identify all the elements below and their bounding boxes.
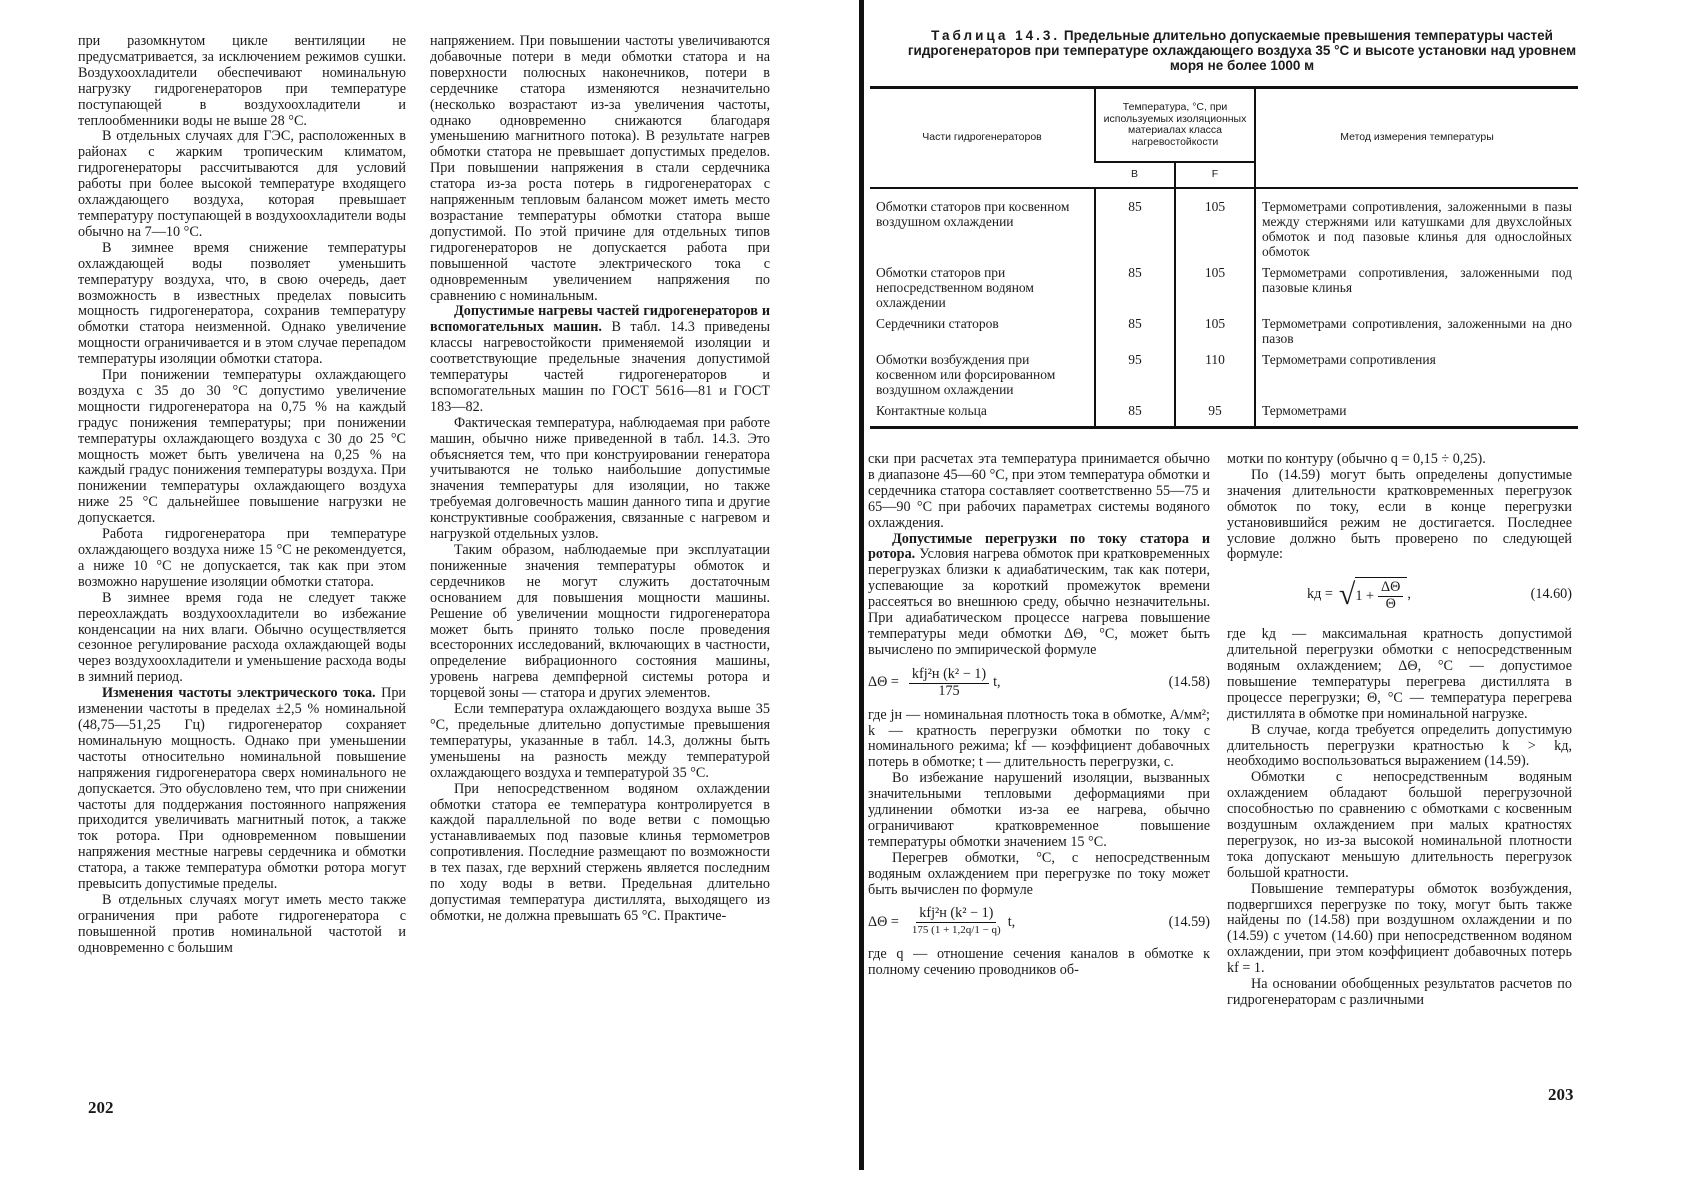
right-column-2 [1227,452,1572,1009]
paragraph: Фактическая температура, наблюдаемая при работе машин, обычно ниже приведенной в табл. 14.3. Это объясняется тем, что при конструировании генератора учитываются не только наибольшие допустимые значения температуры для изоляции, но также требуемая долговечность машин данного типа и другие конструктивные соображения, связанные с нагревом и нагрузкой отдельных узлов. [430,414,770,543]
table-cell-b: 85 [1095,262,1175,313]
table-cell-part: Обмотки статоров при косвенном воздушном охлаждении [876,199,1070,229]
paragraph: Перегрев обмотки, °С, с непосредственным водяным охлаждением при перегрузке по току может быть вычислен по формуле [868,849,1210,898]
right-column-1 [868,452,1210,979]
section-heading: Изменения частоты электрического тока. [102,685,376,702]
table-row [870,262,1578,313]
table-cell-method: Термометрами сопротивления, заложенными в пазы между стержнями или катушками для двухслойных обмоток и под пазовые клинья для однослойных обмоток [1255,188,1578,262]
table-cell-method: Термометрами сопротивления, заложенными под пазовые клинья [1255,262,1578,313]
table-cell-method: Термометрами [1255,400,1578,428]
temperature-limits-table [870,86,1578,429]
paragraph: Изменения частоты электрического тока. При изменении частоты в пределах ±2,5 % номинальной (48,75—51,25 Гц) гидрогенератор сохраняет номинальную мощность. Однако при уменьшении частоты относительно номинальной повышение напряжения гидрогенератора сверх номинального не допускается. Это обусловлено тем, что при снижении частоты для поддержания постоянного напряжения приходится увеличивать магнитный поток, а также ток ротора. При одновременном повышении напряжения местные нагревы сердечника и обмотки статора, а также температура обмотки ротора могут превысить допустимые пределы. [78,685,407,893]
table-cell-part: Контактные кольца [870,400,1095,428]
paragraph: при разомкнутом цикле вентиляции не предусматривается, за исключением режимов сушки. Воздухоохладители обеспечивают номинальную нагрузку гидрогенераторов при температуре поступающей в воздухоохладители и теплообменники воды не выше 28 °С. [78,33,406,129]
paragraph: Допустимые нагревы частей гидрогенераторов и вспомогательных машин. В табл. 14.3 приведены классы нагревостойкости применяемой изоляции и соответствующие предельные значения допустимой температуры частей гидрогенераторов и вспомогательных машин по ГОСТ 5616—81 и ГОСТ 183—82. [430,303,770,415]
table-cell-b: 95 [1095,349,1175,400]
table-caption [892,28,1592,73]
paragraph: Работа гидрогенератора при температуре охлаждающего воздуха ниже 15 °С не рекомендуется, а ниже 10 °С не допускается, так как при этом возможно нарушение изоляции обмотки статора. [78,526,406,590]
table-caption-label: Таблица 14.3. [931,28,1061,43]
equation-number: (14.59) [1168,913,1210,930]
fraction: $\frac{\text{kfj²н (k² − 1)}}{175}$ [909,667,989,700]
fraction: $\frac{\text{kfj²н (k² − 1)}}{175 (1 + 1,2q/1 - q)}$ [911,905,1001,937]
section-heading: Допустимые нагревы частей гидрогенераторов и вспомогательных машин. [430,303,770,336]
page-number: 202 [88,1098,114,1117]
table-row [870,313,1578,349]
paragraph: Допустимые перегрузки по току статора и ротора. Условия нагрева обмоток при кратковременных перегрузках близки к адиабатическим, так как потери, успевающие за короткий промежуток времени рассеяться во внешнюю среду, обычно незначительны. При адиабатическом процессе нагрева повышение температуры меди обмотки ΔΘ, °С, может быть вычислено по эмпирической формуле [868,530,1210,658]
formula-14-59: ΔΘ = $\frac{\text{kfj²н (k² − 1)}}{175 (1 + 1,2q/1 - q)}$ t, (14.59) [868,906,1210,939]
table-header-parts: Части гидрогенераторов [870,88,1095,189]
left-column-1 [78,34,406,957]
paragraph: ски при расчетах эта температура принимается обычно в диапазоне 45—60 °С, при этом температура обмотки и сердечника статора составляет соответственно 55—75 и 65—90 °С при рабочих параметрах системы водяного охлаждения. [868,451,1210,531]
paragraph: мотки по контуру (обычно q = 0,15 ÷ 0,25). [1227,451,1486,467]
paragraph: В случае, когда требуется определить допустимую длительность перегрузки кратностью k > kд, необходимо воспользоваться выражением (14.59). [1227,721,1572,770]
paragraph: Повышение температуры обмоток возбуждения, подвергшихся перегрузке по току, могут быть также найдены по (14.58) при воздушном охлаждении и по (14.59) с учетом (14.60) при непосредственном водяном охлаждении, при этом коэффициент добавочных потерь kf = 1. [1227,880,1572,977]
table-cell-f: 105 [1175,313,1255,349]
square-root: √ 1 + $\frac{\Delta\Theta}{\Theta}$ [1339,577,1408,613]
paragraph: По (14.59) могут быть определены допустимые значения длительности кратковременных перегрузок обмоток по току, если в конце перегрузки установившийся режим не достигается. Последнее условие должно быть проверено по следующей формуле: [1227,466,1572,563]
table-cell-f: 105 [1175,262,1255,313]
table-header-class-b: В [1095,162,1175,188]
table-cell-f: 95 [1175,400,1255,428]
left-column-2 [430,34,770,925]
fraction: $\frac{\Delta\Theta}{\Theta}$ [1378,580,1403,613]
equation-number: (14.60) [1530,586,1572,603]
table-header-temperature: Температура, °С, при используемых изоляционных материалах класса нагревостойкости [1095,88,1255,163]
table-header-class-f: F [1175,162,1255,188]
paragraph: где jн — номинальная плотность тока в обмотке, А/мм²; k — кратность перегрузки обмотки по току с номинального режима; kf — коэффициент добавочных потерь в обмотке; t — длительность перегрузки, с. [868,706,1210,771]
paragraph: В отдельных случаях для ГЭС, расположенных в районах с жарким тропическим климатом, гидрогенераторы рассчитываются для условий работы при более высокой температуре входящего охлаждающего воздуха, которая превышает температуру поступающей в воздухоохладители воды обычно на 7—10 °С. [78,128,406,240]
right-page [862,0,1683,1190]
table-cell-part: Обмотки возбуждения при косвенном или форсированном воздушном охлаждении [876,352,1056,397]
table-cell-part: Сердечники статоров [876,316,999,331]
paragraph: Во избежание нарушений изоляции, вызванных значительными тепловыми деформациями при удлинении обмотки из-за ее нагрева, обычно ограничивают кратковременное повышение температуры обмотки значением 15 °С. [868,770,1210,850]
paragraph: В зимнее время снижение температуры охлаждающей воды позволяет уменьшить температуру воздуха, что, в свою очередь, дает возможность в известных пределах повысить мощность гидрогенератора, сохранив температуру обмотки статора неизменной. Однако увеличение мощности ограничивается и в этом случае перепадом температуры изоляции обмотки статора. [78,239,406,368]
table-caption-text: Предельные длительно допускаемые превышения температуры частей гидрогенераторов при температуре охлаждающего воздуха 35 °С и высоте установки над уровнем моря не более 1000 м [907,28,1577,73]
paragraph: При понижении температуры охлаждающего воздуха с 35 до 30 °С допустимо увеличение мощности гидрогенератора на 0,75 % на каждый градус понижения температуры; при понижении температуры охлаждающего воздуха с 30 до 25 °С мощность может быть увеличена на 0,25 % на каждый градус понижения температуры воздуха. При понижении температуры охлаждающего воздуха ниже 25 °С дальнейшее повышение нагрузки не допускается. [78,367,406,527]
table-cell-method: Термометрами сопротивления [1255,349,1578,400]
table-cell-part: Обмотки статоров при непосредственном водяном охлаждении [876,265,1034,310]
paragraph: напряжением. При повышении частоты увеличиваются добавочные потери в меди обмотки статора и на поверхности полюсных наконечников, потери в сердечнике статора изменяются незначительно (несколько возрастают из-за увеличения частоты, однако одновременно снижаются благодаря уменьшению магнитного потока). В результате нагрев обмотки статора не превышает допустимых пределов. При повышении напряжения в стали сердечника статора из-за роста потерь в гидрогенераторах с напряженным тепловым балансом может иметь место возрастание температуры обмотки статора выше допустимой. По этой причине для отдельных типов гидрогенераторов не допускается работа при повышенной частоте электрического тока с одновременным увеличением напряжения по сравнению с номинальным. [430,33,770,304]
table-row [870,349,1578,400]
table-cell-b: 85 [1095,313,1175,349]
section-heading: Допустимые перегрузки по току статора и ротора. [868,530,1210,563]
page-number: 203 [1548,1085,1574,1104]
paragraph: Если температура охлаждающего воздуха выше 35 °С, предельные длительно допустимые превышения температуры, указанные в табл. 14.3, должны быть уменьшены на разность между температурой охлаждающего воздуха и температурой 35 °С. [430,701,770,781]
paragraph: Обмотки с непосредственным водяным охлаждением обладают большой перегрузочной способностью по сравнению с обмотками с косвенным воздушным охлаждением при малых кратностях перегрузок, но из-за высокой номинальной плотности тока допускают меньшую длительность перегрузок большой кратности. [1227,769,1572,881]
paragraph: В зимнее время года не следует также переохлаждать воздухоохладители во избежание конденсации на них влаги. Обычно осуществляется сезонное регулирование расхода охлаждающей воды через воздухоохладители и уменьшение расхода воды в зимний период. [78,589,406,686]
paragraph: В отдельных случаях могут иметь место также ограничения при работе гидрогенератора с повышенной против номинальной частотой и одновременно с большим [78,891,406,956]
table-cell-b: 85 [1095,188,1175,262]
table-row [870,400,1578,428]
radical-sign-icon: √ [1338,578,1356,612]
paragraph: где kд — максимальная кратность допустимой длительной перегрузки обмотки с непосредственным водяным охлаждением; ΔΘ, °С — допустимое повышение температуры перегрева дистиллята в процессе перегрузки; Θ, °С — температура перегрева дистиллята в обмотке при номинальной нагрузке. [1227,626,1572,722]
formula-14-58: ΔΘ = $\frac{\text{kfj²н (k² − 1)}}{175}$ t, (14.58) [868,665,1210,699]
paragraph: На основании обобщенных результатов расчетов по гидрогенераторам с различными [1227,976,1572,1008]
formula-14-60: kд = √ 1 + $\frac{\Delta\Theta}{\Theta}$ , (14.60) [1307,578,1572,613]
table-cell-f: 105 [1175,188,1255,262]
paragraph: Таким образом, наблюдаемые при эксплуатации пониженные значения температуры обмоток и сердечников не могут служить достаточным основанием для повышения мощности машины. Решение об увеличении мощности гидрогенератора может быть принято только после проведения всесторонних исследований, включающих в частности, определение вибрационного состояния машины, уровень нагрева демпферной системы ротора и торцевой зоны — статора и других элементов. [430,542,770,702]
table-cell-method: Термометрами сопротивления, заложенными на дно пазов [1255,313,1578,349]
table-cell-b: 85 [1095,400,1175,428]
paragraph: При непосредственном водяном охлаждении обмотки статора ее температура контролируется в каждой параллельной по воде ветви с помощью устанавливаемых под пазовые клинья термометров сопротивления. Последние размещают по возможности в тех пазах, где верхний стержень является последним по ходу воды в ветви. Предельная длительно допустимая температура дистиллята, выходящего из обмотки, не должна превышать 65 °С. Практиче- [430,780,770,924]
equation-number: (14.58) [1168,674,1210,691]
table-header-method: Метод измерения температуры [1255,88,1578,189]
table-row [870,188,1578,262]
paragraph: где q — отношение сечения каналов в обмотке к полному сечению проводников об- [868,946,1210,979]
table-cell-f: 110 [1175,349,1255,400]
